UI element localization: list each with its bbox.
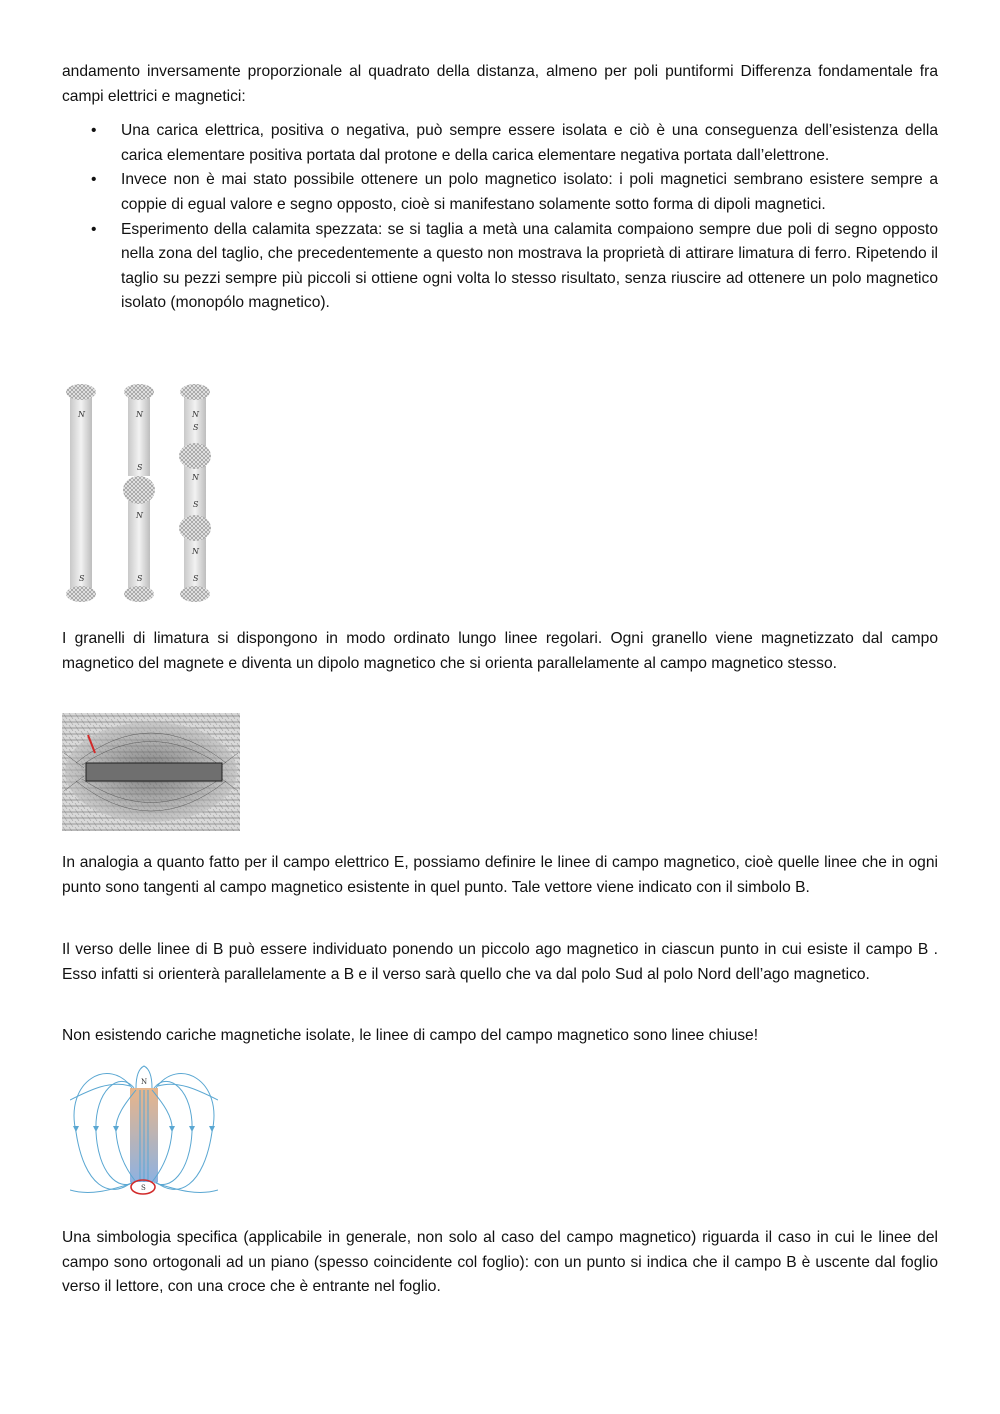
field-lines-definition-paragraph: In analogia a quanto fatto per il campo elettrico E, possiamo definire le linee di campo magnetico, cioè quelle linee che in ogni punto sono tangenti al campo magnetico esistente in quel punto. Tale vettore viene indicato con il simbolo B. [62, 854, 938, 896]
page-content [62, 60, 938, 316]
pole-label: N [136, 410, 143, 419]
bullet-dot: • [91, 220, 97, 238]
iron-filings-figure [62, 713, 240, 831]
pole-label: S [193, 574, 199, 583]
pole-label: S [137, 463, 143, 472]
bullet-dot: • [91, 171, 97, 189]
bullet-item [62, 168, 938, 217]
bullet-item [62, 119, 938, 168]
field-direction-paragraph: Il verso delle linee di B può essere individuato ponendo un piccolo ago magnetico in ciascun punto in cui esiste il campo B . Esso infatti si orienterà parallelamente a B e il verso sarà quello che va dal polo Sud al polo Nord dell’ago magnetico. [62, 941, 938, 983]
closed-lines-paragraph: Non esistendo cariche magnetiche isolate, le linee di campo del campo magnetico sono linee chiuse! [62, 1027, 759, 1044]
bullet-dot: • [91, 122, 97, 140]
broken-magnet-figure [62, 380, 214, 606]
pole-label: S [193, 500, 199, 509]
bullet-text: Invece non è mai stato possibile ottenere un polo magnetico isolato: i poli magnetici sembrano esistere sempre a coppie di egual valore e segno opposto, cioè si manifestano solamente sotto forma di dipoli magnetici. [121, 171, 938, 213]
iron-filings-paragraph: I granelli di limatura si dispongono in modo ordinato lungo linee regolari. Ogni granello viene magnetizzato dal campo magnetico del magnete e diventa un dipolo magnetico che si orienta parallelamente al campo magnetico stesso. [62, 630, 938, 672]
pole-label: N [136, 511, 143, 520]
pole-label: N [192, 473, 199, 482]
bullet-text: Una carica elettrica, positiva o negativa, può sempre essere isolata e ciò è una conseguenza dell’esistenza della carica elementare positiva portata dal protone e della carica elementare negativa portata dall’elettrone. [121, 122, 938, 164]
pole-label: N [192, 410, 199, 419]
pole-label: S [79, 574, 85, 583]
intro-paragraph: andamento inversamente proporzionale al quadrato della distanza, almeno per poli puntiformi Differenza fondamentale fra campi elettrici e magnetici: [62, 63, 938, 105]
pole-label: N [192, 547, 199, 556]
bullet-item [62, 218, 938, 316]
pole-label: S [137, 574, 143, 583]
north-pole-label: N [141, 1078, 148, 1086]
pole-label: N [78, 410, 85, 419]
pole-label: S [193, 423, 199, 432]
magnetic-field-lines-figure [70, 1060, 218, 1205]
dot-cross-symbology-paragraph: Una simbologia specifica (applicabile in generale, non solo al caso del campo magnetico) riguarda il caso in cui le linee del campo sono ortogonali ad un piano (spesso coincidente col foglio): con un punto si indica che il campo B è uscente dal foglio verso il lettore, con una croce che è entrante nel foglio. [62, 1229, 938, 1296]
bullet-text: Esperimento della calamita spezzata: se si taglia a metà una calamita compaiono sempre due poli di segno opposto nella zona del taglio, che precedentemente a questo non mostrava la proprietà di attirare limatura di ferro. Ripetendo il taglio su pezzi sempre più piccoli si ottiene ogni volta lo stesso risultato, senza riuscire ad ottenere un polo magnetico isolato (monopólo magnetico). [121, 220, 938, 312]
bullet-list [62, 119, 938, 316]
south-pole-label: S [141, 1184, 146, 1192]
